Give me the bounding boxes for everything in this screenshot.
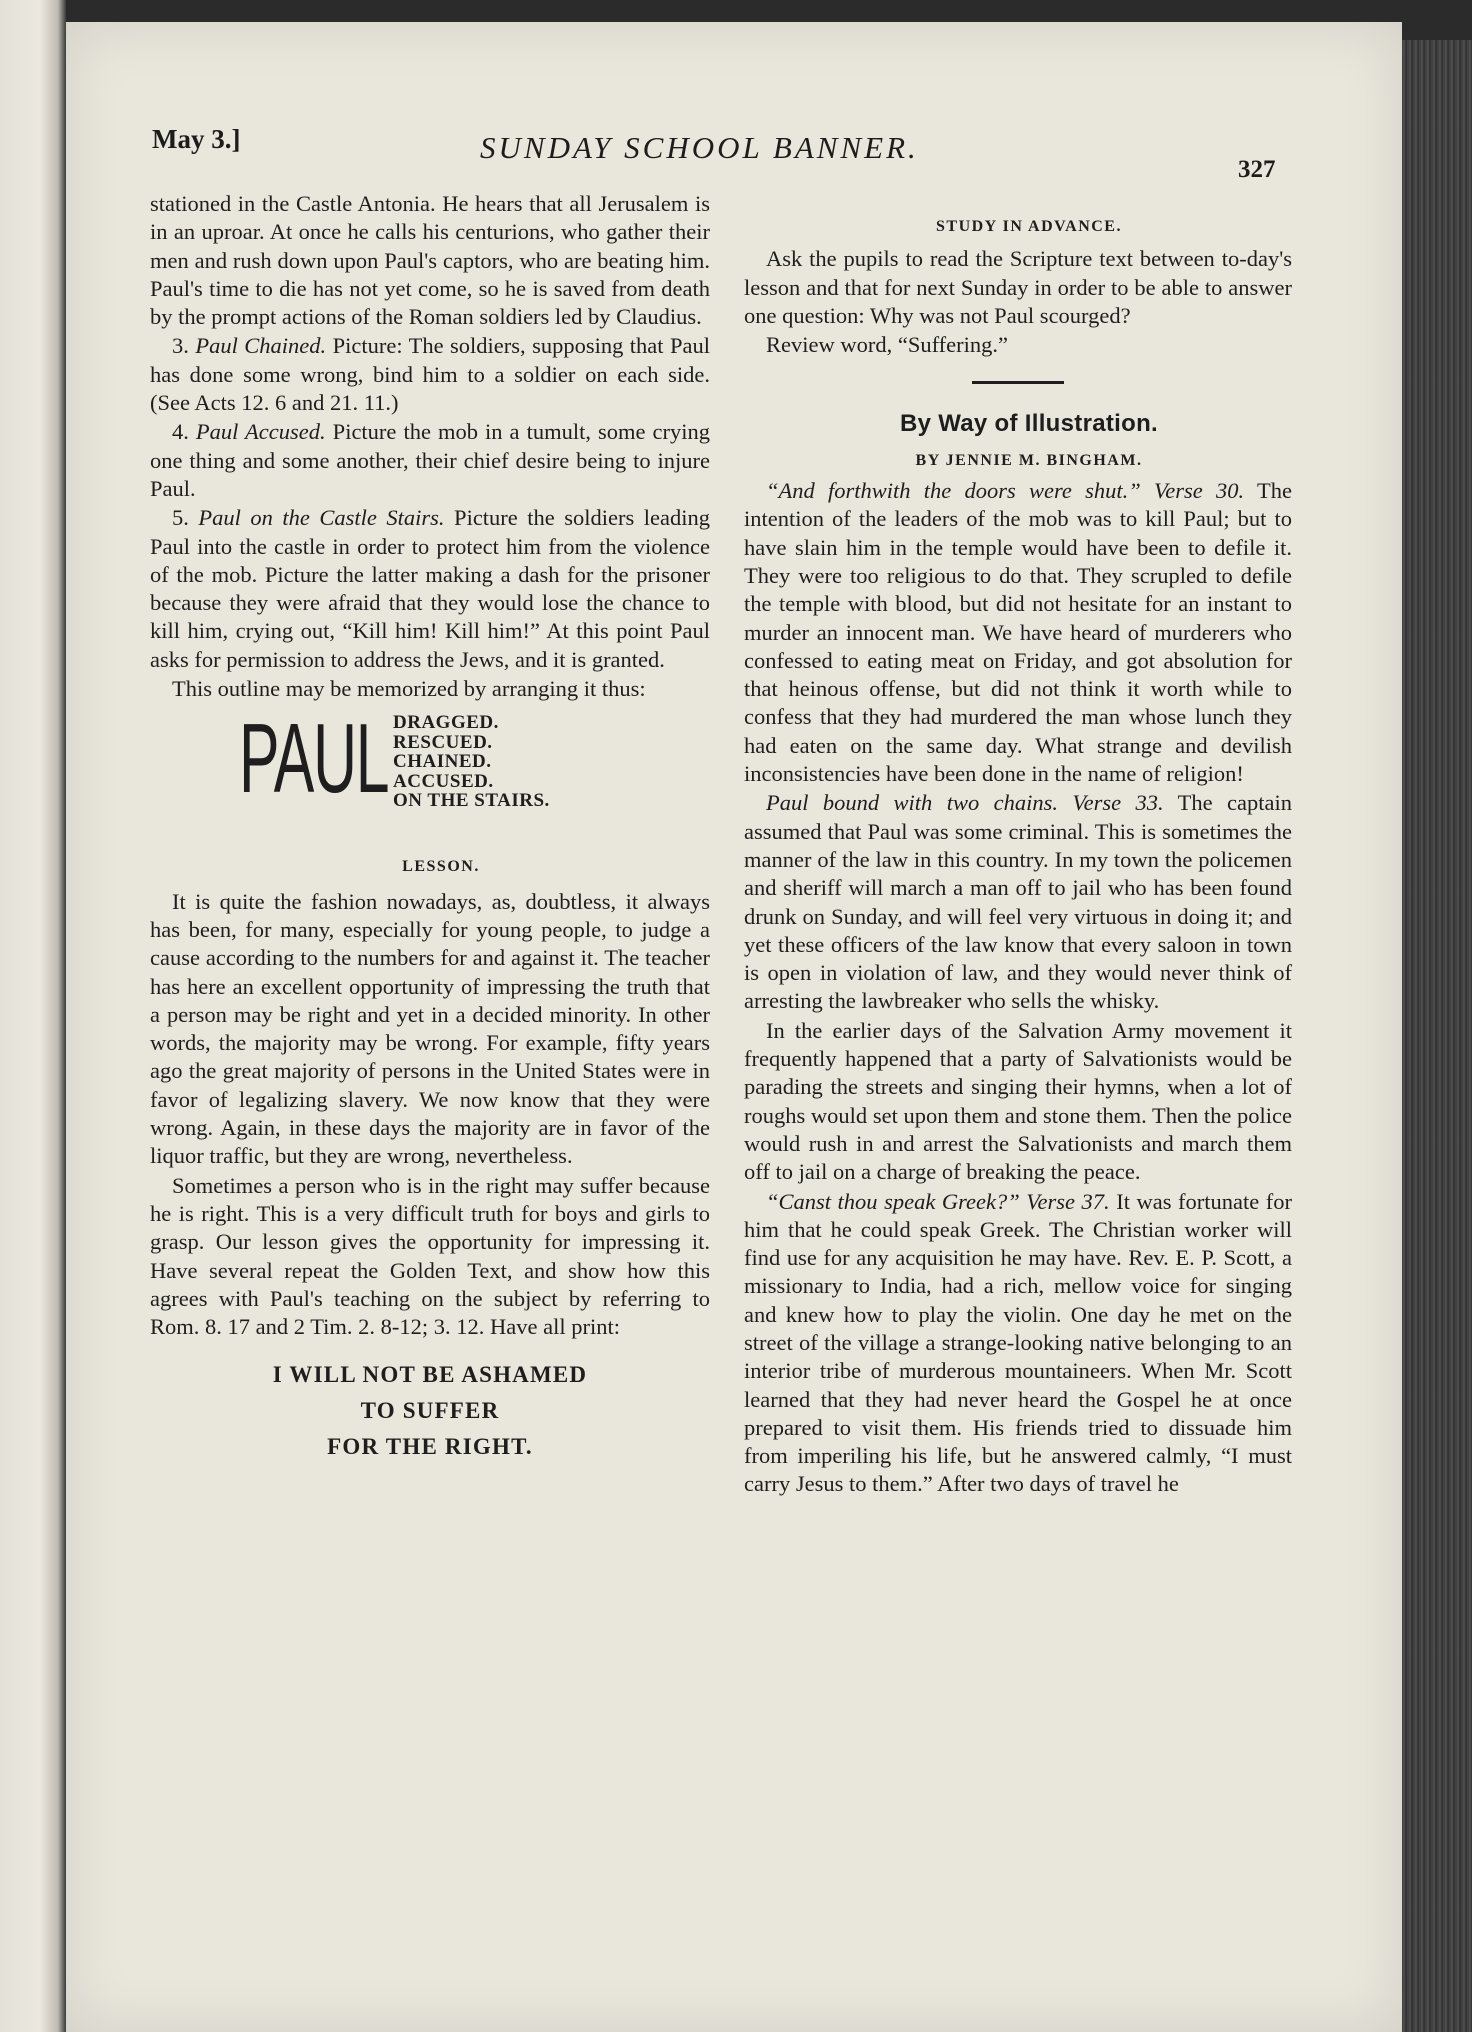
paragraph: 4. Paul Accused. Picture the mob in a tumult, some crying one thing and some another, their chief desire being to injure Paul. [150,419,710,501]
scripture-quote: “And forthwith the doors were shut.” Verse 30. [766,478,1245,504]
running-head-title: SUNDAY SCHOOL BANNER. [480,130,919,165]
paragraph: “Canst thou speak Greek?” Verse 37. It was fortunate for him that he could speak Greek. The Christian worker will find use for any acquisition he may have. Rev. E. P. Scott, a missionary to India, had a rich, mellow voice for singing and knew how to play the violin. One day he met on the street of the village a strange-looking native belonging to an interior tribe of murderous mountaineers. When Mr. Scott learned that they had never heard the Gospel he at once prepared to visit them. His friends tried to dissuade him from imperiling his life, but he answered calmly, “I must carry Jesus to them.” After two days of travel he [744,1188,1293,1497]
paragraph: Sometimes a person who is in the right may suffer because he is right. This is a very difficult truth for boys and girls to grasp. Our lesson gives the opportunity for impressing it. Have several repeat the Golden Text, and show how this agrees with Paul's teaching on the subject by referring to Rom. 8. 17 and 2 Tim. 2. 8-12; 3. 12. Have all print: [150,1172,710,1340]
section-heading-lesson: LESSON. [402,858,480,876]
acrostic-lines [393,713,550,811]
acrostic-line: ON THE STAIRS. [393,790,550,812]
run-in-title: Paul on the Castle Stairs. [198,505,445,531]
acrostic-line: ACCUSED. [393,770,494,792]
page-number: 327 [1238,156,1276,183]
paragraph: “And forthwith the doors were shut.” Verse 30. The intention of the leaders of the mob was to kill Paul; but to have slain him in the temple would have been to defile it. They were too religious to do that. They scrupled to defile the temple with blood, but did not hesitate for an instant to murder an innocent man. We have heard of murderers who confessed to eating meat on Friday, and got absolution for that heinous offense, but did not think it worth while to confess that they had murdered the man whose lunch they had eaten on the same day. What strange and devilish inconsistencies have been done in the name of religion! [744,478,1292,787]
section-heading-illustration: By Way of Illustration. [899,410,1159,438]
running-head-date: May 3.] [152,124,241,154]
author-byline: BY JENNIE M. BINGHAM. [915,451,1143,469]
section-divider [972,381,1064,384]
book-page-edges [1402,40,1472,2032]
paragraph: 3. Paul Chained. Picture: The soldiers, supposing that Paul has done some wrong, bind him to a soldier on each side. (See Acts 12. 6 and 21. 11.) [150,333,710,416]
previous-page-edge [0,0,66,2032]
paragraph: 5. Paul on the Castle Stairs. Picture the soldiers leading Paul into the castle in order to protect him from the violence of the mob. Picture the latter making a dash for the prisoner because they were afraid that they would lose the chance to kill him, crying out, “Kill him! Kill him!” At this point Paul asks for permission to address the Jews, and it is granted. [150,505,711,672]
scripture-quote: “Canst thou speak Greek?” Verse 37. [766,1188,1110,1214]
golden-text-motto [150,1357,710,1465]
left-column [150,190,710,1465]
scripture-quote: Paul bound with two chains. Verse 33. [766,790,1164,816]
motto-line: FOR THE RIGHT. [327,1434,533,1460]
acrostic-line: RESCUED. [393,731,493,753]
motto-line: TO SUFFER [360,1398,500,1424]
right-column [744,213,1292,1499]
paragraph: Review word, “Suffering.” [766,332,1009,358]
run-in-title: Paul Chained. [195,333,327,359]
section-heading-study: STUDY IN ADVANCE. [936,218,1122,235]
paragraph: Ask the pupils to read the Scripture text between to-day's lesson and that for next Sunday in order to be able to answer one question: Why was not Paul scourged? [744,246,1292,328]
paragraph: Paul bound with two chains. Verse 33. The captain assumed that Paul was some criminal. This is sometimes the manner of the law in this country. In my town the policemen and sheriff will march a man off to jail who has been found drunk on Sunday, and will feel very virtuous in doing it; and yet these officers of the law know that every saloon in town is open in violation of law, and they would never think of arresting the lawbreaker who sells the whisky. [744,790,1292,1014]
motto-line: I WILL NOT BE ASHAMED [272,1362,588,1388]
acrostic-word: PAUL [239,703,389,814]
acrostic-line: CHAINED. [393,751,492,773]
acrostic-outline [150,703,710,843]
paragraph: It is quite the fashion nowadays, as, doubtless, it always has been, for many, especially for young people, to judge a cause according to the numbers for and against it. The teacher has here an excellent opportunity of impressing the truth that a person may be right and yet in a decided minority. In other words, the majority may be wrong. For example, fifty years ago the great majority of persons in the United States were in favor of legalizing slavery. We now know that they were wrong. Again, in these days the majority are in favor of the liquor traffic, but they are wrong, nevertheless. [150,888,710,1169]
paragraph: stationed in the Castle Antonia. He hears that all Jerusalem is in an uproar. At once he calls his centurions, who gather their men and rush down upon Paul's captors, who are beating him. Paul's time to die has not yet come, so he is saved from death by the prompt actions of the Roman soldiers led by Claudius. [150,191,710,330]
acrostic-line: DRAGGED. [393,712,499,734]
run-in-title: Paul Accused. [195,419,326,445]
paragraph: In the earlier days of the Salvation Army movement it frequently happened that a party of Salvationists would be parading the streets and singing their hymns, when a lot of roughs would set upon them and stone them. Then the police would rush in and arrest the Salvationists and march them off to jail on a charge of breaking the peace. [744,1017,1292,1185]
paragraph: This outline may be memorized by arranging it thus: [172,676,646,702]
